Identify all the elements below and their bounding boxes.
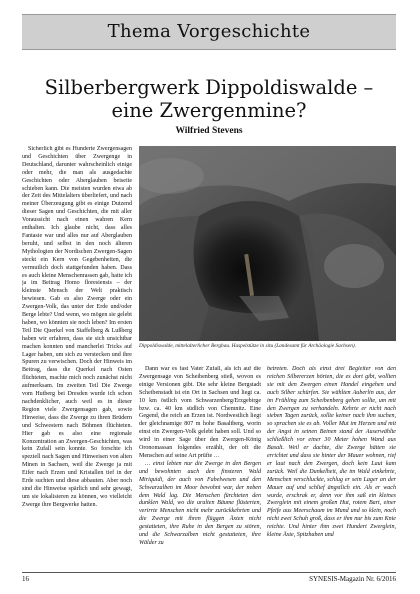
section-header [22, 14, 396, 50]
paragraph: Dann war es fast Vater Zufall, als ich auf die Zwergensage von Scheibenberg stieß, wovon es einige Versionen gibt. Die sehr kleine Bergstadt Scheibenstadt ist ein Ort in Sachsen und liegt ca. 10 km östlich vom Schwarzenberg/Erzgebirge bzw. ca. 40 km südlich von Chemnitz. Eine Gegend, die reich an Erzen ist. Nordwestlich liegt der gleichnamige 807 m hohe Basaltberg, worin einst ein Zwergen-Volk gelebt haben soll. Und so wird in einer Sage über den Zwergen-König Oronomassan folgendes erzählt, der oft die Menschen auf seine Art prüfte … [139, 366, 261, 459]
photo-caption: Dippoldiswalde, mittelalterlicher Bergbau. Haspelstütze in situ (Landesamt für Archäologie Sachsen). [139, 343, 356, 349]
mine-photo-image [139, 146, 396, 341]
article-photo [139, 146, 396, 341]
footer-divider [22, 572, 396, 573]
body-column-3 [267, 366, 396, 566]
article-author: Wilfried Stevens [175, 126, 243, 136]
journal-reference: SYNESIS-Magazin Nr. 6/2016 [309, 575, 396, 583]
article-title [22, 76, 396, 122]
body-column-1 [22, 146, 132, 566]
paragraph: Sicherlich gibt es Hunderte Zwergensagen und Geschichten über Zwergenge in Deutschland, darunter wahrscheinlich einige oder mehr, die man als ausgedachte Geschichten oder Aberglauben beiseite schieben kann. Die meisten wurden etwa ab der Zeit des Mittelalters überliefert, und nach meiner Überzeugung gibt es einige Dutzend dieser Sagen und Geschichten, die mit aller Voraussicht nach einen wahren Kern enthalten. Ich glaube nicht, dass alles Fantasie war und alles nur auf Aberglauben beruht, und selbst in den noch älteren Mythologien der Nordischen Zwergen-Sagen steckt ein Kern von Gegebenheiten, die vermutlich doch stattgefunden haben. Dass es auch kleine Menschenrassen gab, hatte ich ja im Beitrag Homo floresiensis – der kleinste Mensch der Welt praktisch bewiesen. Gab es also Zwerge oder ein Zwergen-Volk, das unter der Erde und/oder Berge lebte? Und wenn, wo mögen sie gelebt haben, wo könnten sie noch leben? Im ersten Teil Die Querkel von Staffelberg & Lußberg haben wir erfahren, dass sie sich unsichtbar machen konnten und mancherlei Tricks auf Lager haben, um sich zu verstecken und ihre Spuren zu verwischen. Doch der Hinweis im Beitrag, dass die Querkel nach Osten flüchteten, machte mich noch zunächst nicht aufmerksam. Im zweiten Teil Die Zwerge vom Hutberg bei Dresden wurde ich schon nachdenklicher, auch weil es in dieser Region viele Zwergensagen gab, sowie Hinweise, dass die Zwerge zu ihren Brüdern und Schwestern nach Böhmen flüchteten. Hier gab es also eine regionale Konzentration an Zwergen-Geschichten, was kein Zufall sein konnte. So forschte ich speziell nach Sagen und Hinweisen von alten Minen in Sachsen, weil die Zwerge ja mit Eifer nach Erzen und Kristallen tief in der Erde suchten und diese abbauten. Aber noch sind die Hinweise spärlich und sehr gewagt, um sie lokalisieren zu können, wo vielleicht Zwerge ihre Bergwerke hatten. [22, 146, 132, 508]
article-title-line2: eine Zwergenmine? [111, 99, 307, 122]
body-column-2 [139, 366, 261, 566]
article-title-line1: Silberbergwerk Dippoldiswalde – [44, 76, 374, 99]
page-number: 16 [22, 575, 29, 583]
section-title: Thema Vorgeschichte [107, 21, 311, 42]
paragraph-quote: … einst lebten nur die Zwerge in den Bergen und bewohnten auch den finsteren Wald Miriquidi, der auch von Fabelwesen und den Schwarzalben im Moor bewohnt war, der neben dem Wald lag. Die Menschen fürchteten den dunklen Wald, wo die uralten Bäume flüsterten, verirrte Menschen nicht mehr zurückkehrten und die Zwerge mit ihren flüggen Äxten nicht gestatteten, ihre Ruhe in den Bergen zu stören, und die Schwarzalben nicht gestatteten, ihre Wälder zu [139, 460, 261, 546]
paragraph-quote: betreten. Doch als einst drei Begleiter von den reichen Silbererzen hörten, die es dort gibt, wollten sie mit den Zwergen einen Handel eingehen und auch Silber schürfen. Sie wählten Auberlin aus, der im Frühling zum Scheibenberg gehen sollte, um mit den Zwergen zu verhandeln. Kehrte er nicht nach sieben Tagen zurück, sollte keiner nach ihm suchen, so sprachen sie es ab. Voller Mut im Herzen und mit der Angst in seinen Beinen stand der Auserwählte schließlich vor einer 30 Meter hohen Wand aus Basalt. Weil er dachte, die Zwerge hätten sie errichtet und dass sie hinter der Mauer wohnen, rief er laut nach den Zwergen, doch kein Laut kam zurück. Weil die Dunkelheit, die im Wald einkehrte, Menschen verschluckte, schlug er sein Lager an der Mauer auf und schlief ängstlich ein. Als er wach wurde, erschrak er, denn vor ihm saß ein kleines Zwerglein mit einem großen Hut, rotem Bart, einer Pfeife aus Meerschaum im Mund und so klein, noch nicht zwei Schuh groß, dass er ihm nur bis zum Knie reichte. Und hinter ihm zwei Hundert Zwerglein, kleine Äxte, Spitzhaben und [267, 366, 396, 539]
